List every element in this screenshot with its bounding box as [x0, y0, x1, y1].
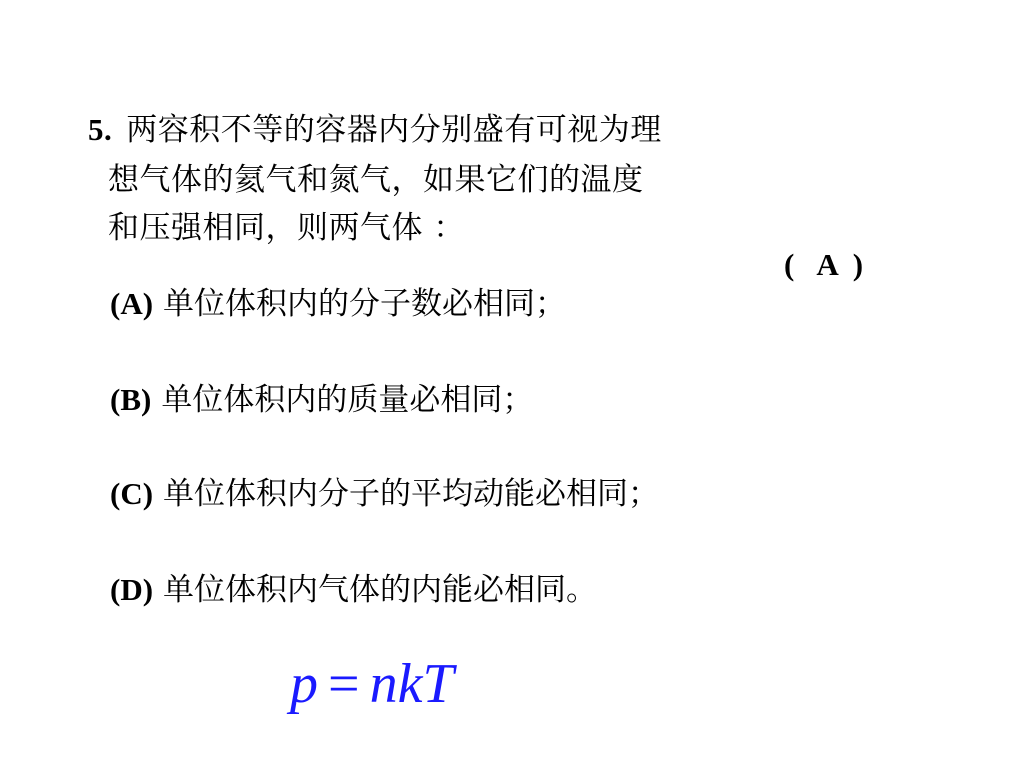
question-line-3: 和压强相同，则两气体 ： [108, 210, 465, 246]
option-d [110, 570, 597, 610]
formula-rhs: nkT [369, 653, 454, 715]
option-b-text: 单位体积内的质量必相同； [161, 382, 534, 418]
question-number: 5 [88, 112, 104, 147]
question-line-2: 想气体的氦气和氮气，如果它们的温度 [108, 162, 644, 198]
option-c [110, 474, 659, 514]
option-a-text: 单位体积内的分子数必相同； [163, 286, 567, 322]
option-a-label: (A) [110, 286, 154, 321]
option-d-text: 单位体积内气体的内能必相同。 [163, 572, 598, 608]
option-c-text: 单位体积内分子的平均动能必相同； [163, 476, 660, 512]
answer-close-paren: ) [852, 247, 864, 282]
answer-value: A [816, 247, 839, 282]
answer-bracket [784, 245, 863, 285]
formula-equals: = [328, 653, 360, 715]
option-c-label: (C) [110, 476, 154, 511]
option-b-label: (B) [110, 382, 152, 417]
question-text-1: 两容积不等的容器内分别盛有可视为理 [126, 112, 662, 148]
answer-open-paren: ( [784, 247, 795, 282]
question-number-separator: . [104, 112, 113, 147]
formula-lhs: p [290, 653, 318, 715]
option-d-label: (D) [110, 572, 154, 607]
option-b [110, 380, 533, 420]
option-a [110, 284, 566, 324]
question-line-1 [88, 110, 662, 150]
formula [290, 652, 454, 716]
